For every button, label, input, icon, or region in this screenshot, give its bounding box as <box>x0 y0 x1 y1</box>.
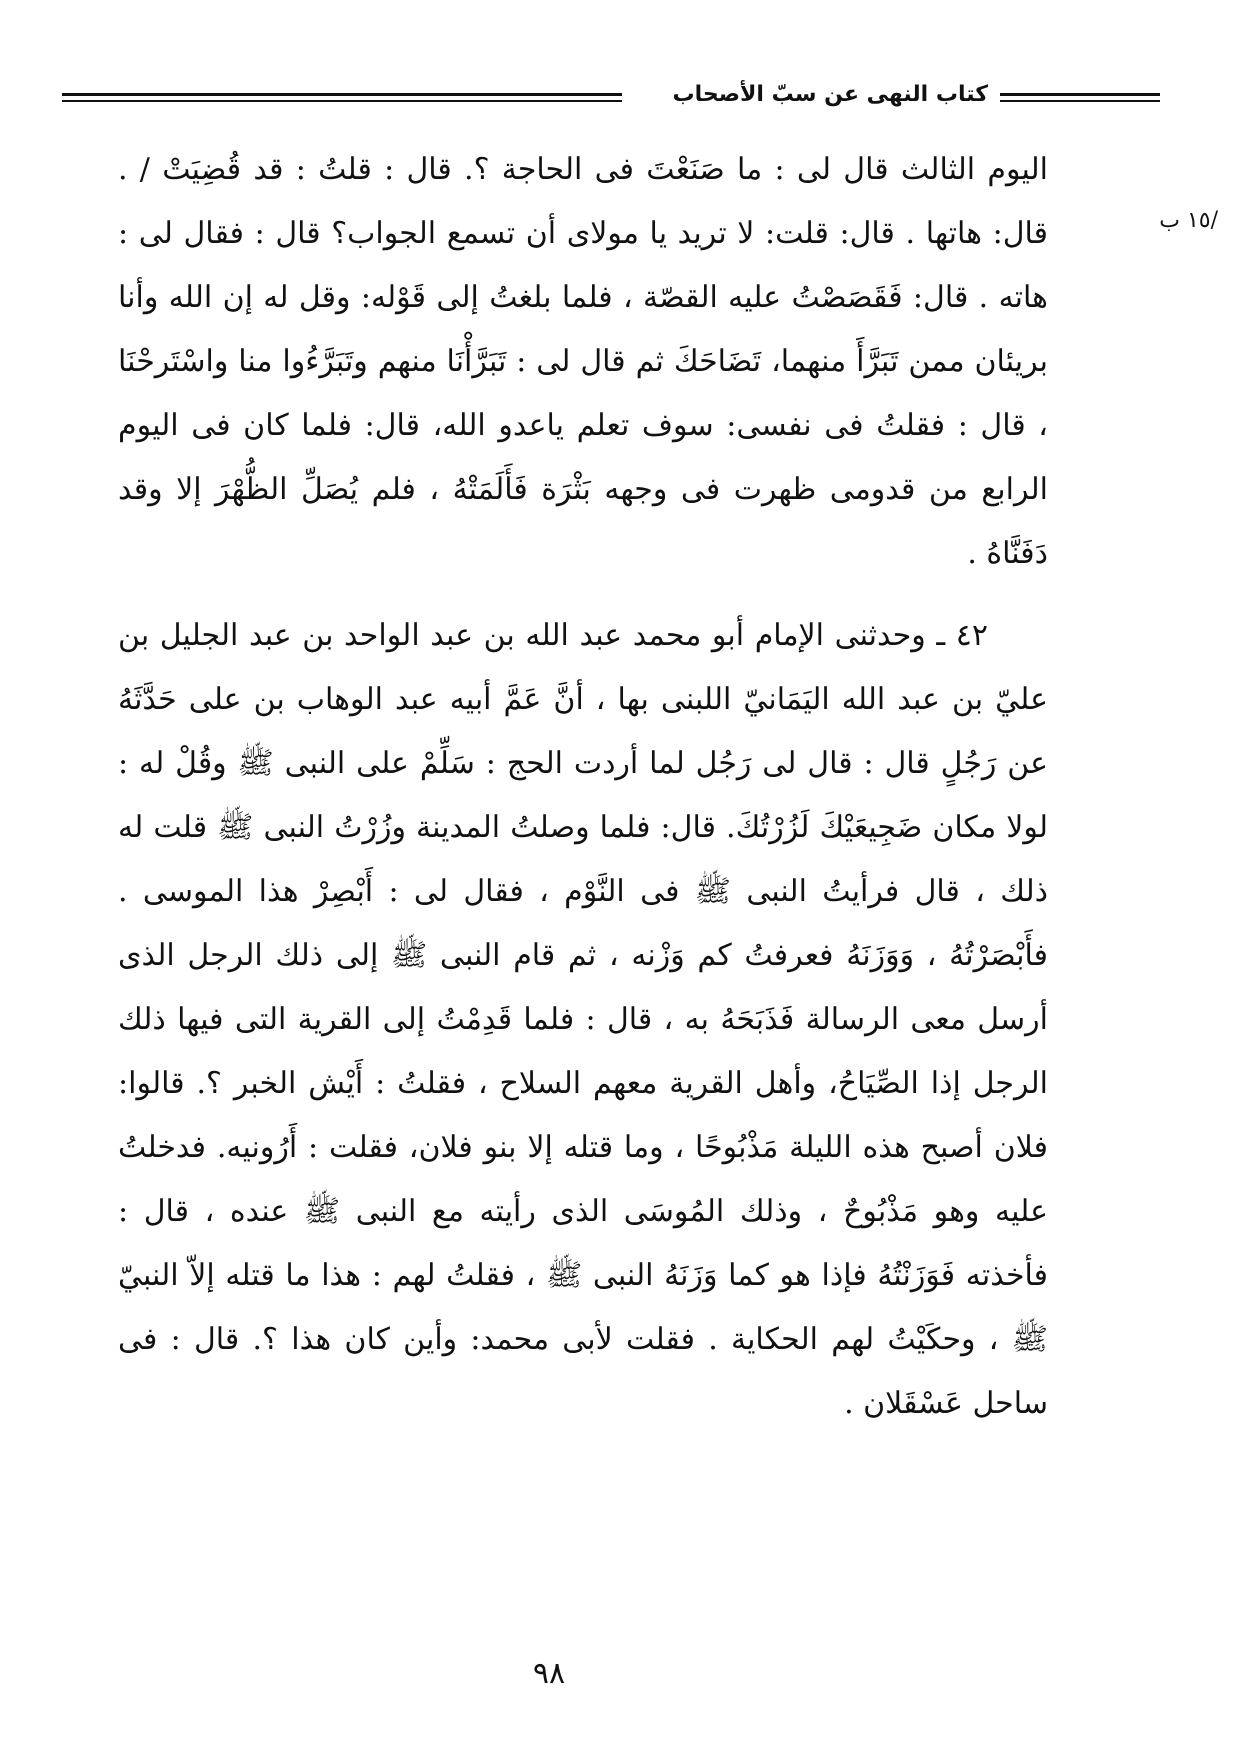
body-text <box>118 138 1048 1436</box>
folio-margin-note: /١٥ ب <box>1159 208 1218 233</box>
paragraph-2: ٤٢ ـ وحدثنى الإمام أبو محمد عبد الله بن عبد الواحد بن عبد الجليل بن عليّ بن عبد الله اليَمَانيّ اللبنى بها ، أنَّ عَمَّ أبيه عبد الوهاب بن على حَدَّثَهُ عن رَجُلٍ قال : قال لى رَجُل لما أردت الحج : سَلِّمْ على النبى ﷺ وقُلْ له : لولا مكان ضَجِيعَيْكَ لَزُرْتُكَ. قال: فلما وصلتُ المدينة وزُرْتُ النبى ﷺ قلت له ذلك ، قال فرأيتُ النبى ﷺ فى النَّوْم ، فقال لى : أَبْصِرْ هذا الموسى . فأَبْصَرْتُهُ ، وَوَزَنَهُ فعرفتُ كم وَزْنه ، ثم قام النبى ﷺ إلى ذلك الرجل الذى أرسل معى الرسالة فَذَبَحَهُ به ، قال : فلما قَدِمْتُ إلى القرية التى فيها ذلك الرجل إذا الصِّيَاحُ، وأهل القرية معهم السلاح ، فقلتُ : أَيْش الخبر ؟. قالوا: فلان أصبح هذه الليلة مَذْبُوحًا ، وما قتله إلا بنو فلان، فقلت : أَرُونيه. فدخلتُ عليه وهو مَذْبُوحٌ ، وذلك المُوسَى الذى رأيته مع النبى ﷺ عنده ، قال : فأخذته فَوَزَنْتُهُ فإذا هو كما وَزَنَهُ النبى ﷺ ، فقلتُ لهم : هذا ما قتله إلاّ النبيّ ﷺ ، وحكَيْتُ لهم الحكاية . فقلت لأبى محمد: وأين كان هذا ؟. قال : فى ساحل عَسْقَلان . <box>118 618 1048 1421</box>
page-number: ٩٨ <box>532 1656 566 1691</box>
header-rule-right <box>1000 93 1160 102</box>
paragraph-1: اليوم الثالث قال لى : ما صَنَعْتَ فى الحاجة ؟. قال : قلتُ : قد قُضِيَتْ / . قال: هاتها . قال: قلت: لا تريد يا مولاى أن تسمع الجواب؟ قال : فقال لى : هاته . قال: فَقَصَصْتُ عليه القصّة ، فلما بلغتُ إلى قَوْله: وقل له إن الله وأنا بريئان ممن تَبَرَّأَ منهما، تَضَاحَكَ ثم قال لى : تَبَرَّأْنَا منهم وتَبَرَّءُوا منا واسْتَرحْنَا ، قال : فقلتُ فى نفسى: سوف تعلم ياعدو الله، قال: فلما كان فى اليوم الرابع من قدومى ظهرت فى وجهه بَثْرَة فَأَلَمَتْهُ ، فلم يُصَلِّ الظُّهْرَ إلا وقد دَفَنَّاهُ . <box>118 152 1048 571</box>
running-header <box>62 78 1160 118</box>
header-rule-left <box>62 93 622 102</box>
header-title: كتاب النهى عن سبّ الأصحاب <box>672 82 988 107</box>
